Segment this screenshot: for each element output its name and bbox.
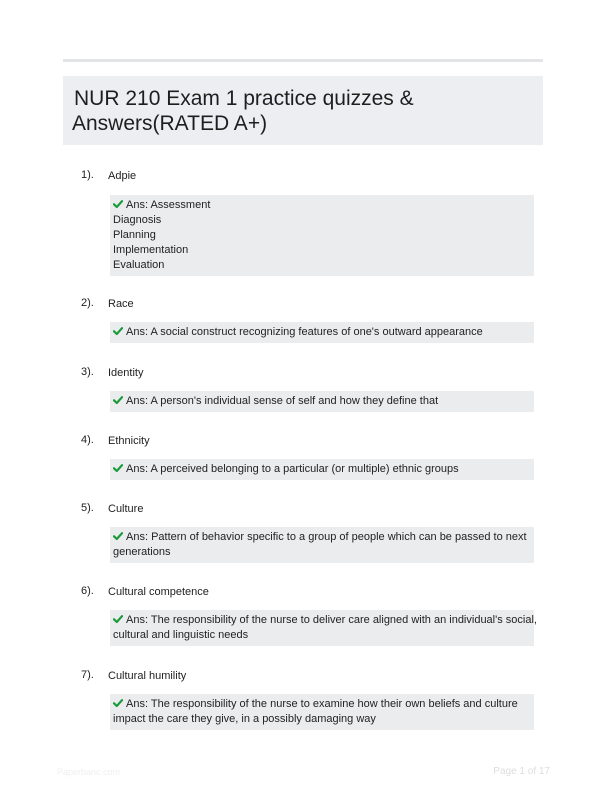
answer-box: [110, 610, 537, 646]
question-term: Ethnicity: [108, 435, 150, 447]
answer-line: impact the care they give, in a possibly damaging way: [113, 713, 376, 725]
answer-line: [113, 530, 526, 545]
answer-text: Ans: Assessment: [126, 199, 211, 211]
check-icon: [113, 326, 123, 336]
question-term: Adpie: [108, 170, 137, 182]
answer-line: [113, 462, 526, 477]
answer-line: [113, 325, 526, 340]
question-number: 6).: [81, 585, 94, 597]
answer-line: Evaluation: [113, 259, 165, 271]
title-line-2: Answers(RATED A+): [72, 112, 268, 135]
check-icon: [113, 199, 123, 209]
answer-line: [113, 394, 526, 409]
answer-line: Planning: [113, 229, 156, 241]
title-line-1: NUR 210 Exam 1 practice quizzes &: [74, 87, 414, 110]
answer-text: Ans: Pattern of behavior specific to a group of people which can be passed to next: [126, 531, 527, 543]
answer-box: [110, 322, 534, 343]
answer-box: [110, 694, 534, 730]
answer-text: Ans: The responsibility of the nurse to examine how their own beliefs and culture: [126, 698, 518, 710]
question-term: Cultural competence: [108, 586, 209, 598]
check-icon: [113, 531, 123, 541]
question-number: 5).: [81, 502, 94, 514]
answer-line: [113, 198, 526, 213]
answer-box: [110, 195, 534, 276]
answer-line: cultural and linguistic needs: [113, 629, 249, 641]
question-number: 4).: [81, 434, 94, 446]
title-box: [63, 76, 543, 145]
question-term: Culture: [108, 503, 144, 515]
page-number: Page 1 of 17: [493, 766, 550, 777]
answer-box: [110, 459, 534, 480]
answer-line: Implementation: [113, 244, 189, 256]
check-icon: [113, 463, 123, 473]
page-title: [72, 86, 533, 136]
question-number: 7).: [81, 669, 94, 681]
top-rule: [63, 59, 543, 62]
check-icon: [113, 698, 123, 708]
footer-site-watermark: Paperbanc.com: [57, 767, 121, 777]
question-term: Identity: [108, 367, 144, 379]
answer-line: [113, 697, 526, 712]
answer-box: [110, 391, 534, 412]
answer-text: Ans: A person's individual sense of self and how they define that: [126, 395, 439, 407]
question-number: 3).: [81, 366, 94, 378]
question-number: 1).: [81, 169, 94, 181]
question-term: Race: [108, 298, 134, 310]
check-icon: [113, 614, 123, 624]
check-icon: [113, 395, 123, 405]
answer-line: generations: [113, 546, 171, 558]
question-number: 2).: [81, 297, 94, 309]
answer-line: Diagnosis: [113, 214, 162, 226]
answer-text: Ans: A perceived belonging to a particular (or multiple) ethnic groups: [126, 463, 459, 475]
answer-box: [110, 527, 534, 563]
question-term: Cultural humility: [108, 670, 187, 682]
answer-line: [113, 613, 537, 628]
answer-text: Ans: The responsibility of the nurse to deliver care aligned with an individual's social,: [126, 614, 537, 626]
answer-text: Ans: A social construct recognizing features of one's outward appearance: [126, 326, 483, 338]
